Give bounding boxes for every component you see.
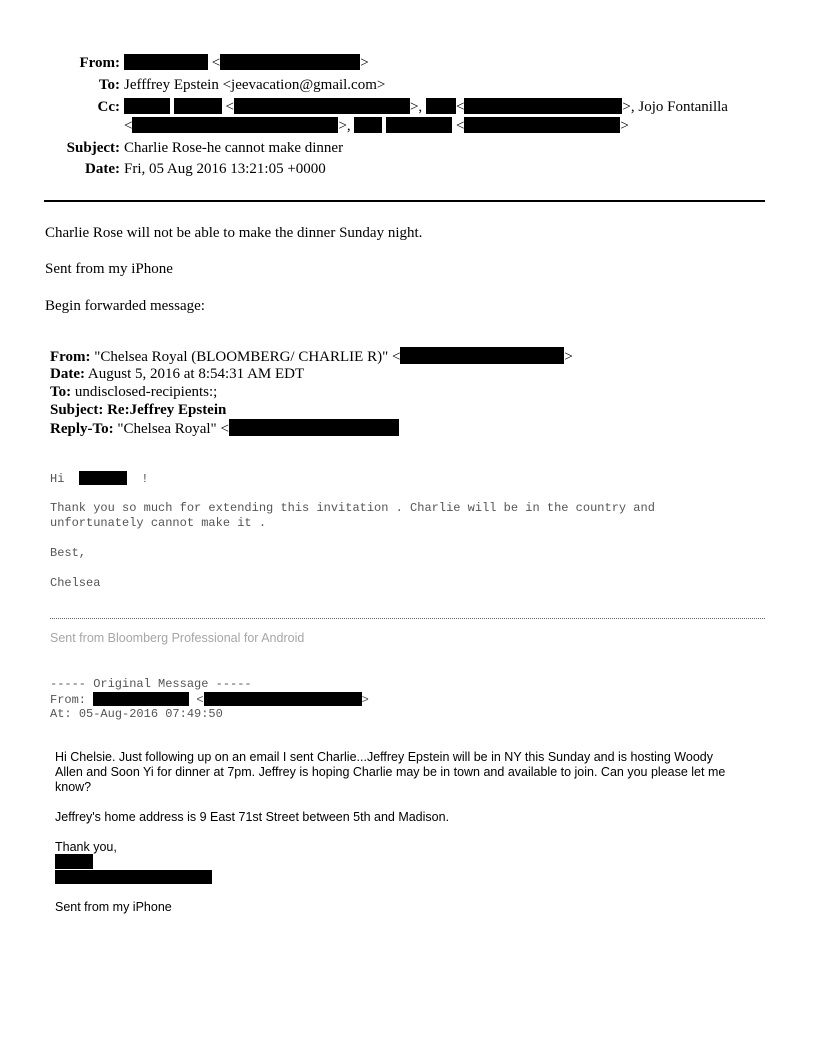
reply-greeting-row: [50, 471, 148, 487]
fwd-replyto-row: Reply-To: "Chelsea Royal" <: [50, 419, 399, 438]
fwd-date-row: [50, 365, 304, 383]
original-thanks: Thank you,: [55, 840, 117, 854]
fwd-date-label: Date:: [50, 366, 85, 382]
original-para1-line2: Allen and Soon Yi for dinner at 7pm. Jeffrey is hoping Charlie may be in town and available to join. Can you please let me: [55, 765, 726, 779]
redacted-block: [93, 692, 189, 706]
redacted-block: [354, 117, 382, 133]
reply-signature: Chelsea: [50, 576, 101, 590]
header-cc-row: Cc: < >, < >, Jojo Fontanilla: [0, 98, 760, 116]
redacted-block: [204, 692, 362, 706]
reply-line-1: Thank you so much for extending this invitation . Charlie will be in the country and: [50, 501, 655, 515]
redacted-block: [386, 117, 452, 133]
original-at-row: [50, 707, 223, 722]
to-value: Jefffrey Epstein <jeevacation@gmail.com>: [124, 77, 386, 93]
original-para2: Jeffrey's home address is 9 East 71st Street between 5th and Madison.: [55, 810, 450, 824]
to-label: To:: [98, 77, 120, 93]
header-cc-row-2: < >, < >: [124, 118, 629, 134]
header-date-row: [0, 160, 760, 178]
original-para1-line1: Hi Chelsie. Just following up on an email I sent Charlie...Jeffrey Epstein will be in NY this Sunday and is hosting Woody: [55, 750, 713, 764]
redacted-block: [426, 98, 456, 114]
cc-label: Cc:: [97, 99, 120, 115]
fwd-to-label: To:: [50, 384, 72, 400]
redacted-block: [174, 98, 222, 114]
fwd-replyto-value: "Chelsea Royal": [117, 421, 217, 437]
header-divider: [44, 200, 765, 202]
original-from-label: From:: [50, 693, 87, 707]
original-from-row: From: < >: [50, 693, 369, 707]
fwd-subject-label: Subject:: [50, 402, 104, 418]
fwd-from-value: "Chelsea Royal (BLOOMBERG/ CHARLIE R)": [94, 349, 389, 365]
fwd-subject-row: [50, 401, 226, 419]
date-label: Date:: [85, 161, 120, 177]
reply-closing: Best,: [50, 546, 87, 560]
header-to-row: [0, 76, 760, 94]
redacted-block: [124, 98, 170, 114]
original-at-value: 05-Aug-2016 07:49:50: [78, 707, 223, 721]
redacted-block: [55, 854, 93, 869]
fwd-from-label: From:: [50, 349, 91, 365]
fwd-date-value: August 5, 2016 at 8:54:31 AM EDT: [87, 366, 305, 382]
subject-value: Charlie Rose-he cannot make dinner: [124, 140, 344, 156]
redacted-block: [55, 870, 212, 884]
original-para1-line3: know?: [55, 780, 92, 794]
from-label: From:: [79, 55, 120, 71]
reply-greeting-tail: !: [141, 472, 149, 486]
reply-greeting: Hi: [50, 472, 65, 486]
cc-name: Jojo Fontanilla: [638, 99, 728, 115]
body-line-1: Charlie Rose will not be able to make the dinner Sunday night.: [45, 225, 423, 241]
date-value: Fri, 05 Aug 2016 13:21:05 +0000: [124, 161, 326, 177]
redacted-block: [220, 54, 360, 70]
redacted-block: [464, 117, 620, 133]
redacted-block: [79, 471, 127, 485]
fwd-replyto-label: Reply-To:: [50, 421, 114, 437]
fwd-to-value: undisclosed-recipients:;: [74, 384, 218, 400]
reply-divider: [50, 618, 765, 619]
bloomberg-footer: Sent from Bloomberg Professional for Android: [50, 631, 305, 645]
reply-line-2: unfortunately cannot make it .: [50, 516, 267, 530]
original-separator: ----- Original Message -----: [50, 677, 252, 691]
redacted-block: [464, 98, 622, 114]
header-subject-row: [0, 139, 760, 157]
header-from-row: From: < >: [0, 54, 760, 72]
body-line-3: Begin forwarded message:: [45, 298, 205, 314]
subject-label: Subject:: [66, 140, 120, 156]
original-sent-from: Sent from my iPhone: [55, 900, 172, 914]
redacted-block: [132, 117, 338, 133]
fwd-from-row: From: "Chelsea Royal (BLOOMBERG/ CHARLIE R)" < >: [50, 349, 573, 365]
redacted-block: [124, 54, 208, 70]
redacted-block: [234, 98, 410, 114]
original-at-label: At:: [50, 707, 72, 721]
fwd-subject-value: Re:Jeffrey Epstein: [107, 402, 227, 418]
fwd-to-row: [50, 383, 217, 401]
redacted-block: [400, 347, 564, 364]
body-line-2: Sent from my iPhone: [45, 261, 173, 277]
redacted-block: [229, 419, 399, 436]
